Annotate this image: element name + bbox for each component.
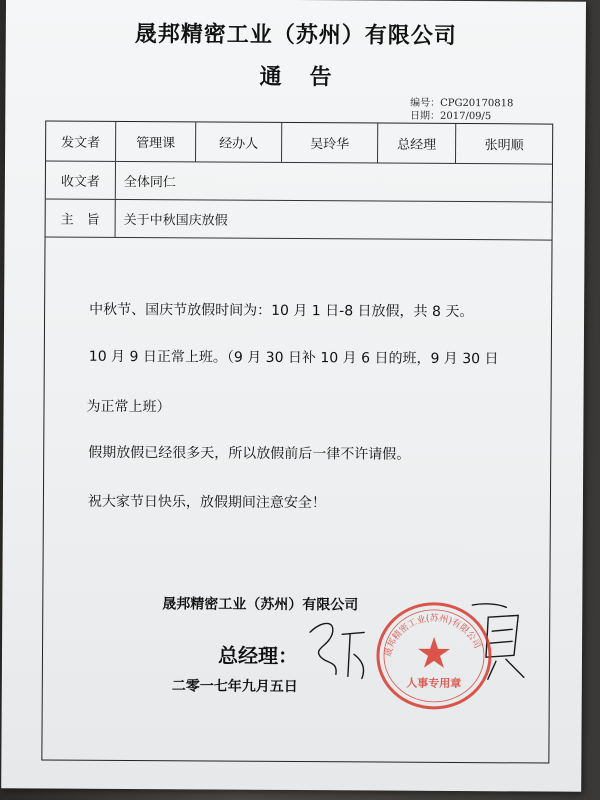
sender-label: 发文者: [46, 121, 116, 160]
recipient-label: 收文者: [46, 161, 116, 198]
recipient-row: [46, 161, 552, 202]
notice-document: [1, 0, 586, 792]
sender-row: [46, 121, 552, 164]
company-title: 晟邦精密工业（苏州）有限公司: [134, 21, 457, 49]
sender-dept: 管理课: [116, 122, 196, 161]
handler-label: 经办人: [196, 122, 282, 162]
seal-center-text: 人事专用章: [406, 676, 462, 691]
document-meta: [410, 97, 513, 124]
seal-ring-text: 晟邦精密工业(苏州)有限公司: [383, 613, 483, 658]
document-number: 编号：CPG20170818: [410, 97, 514, 110]
gm-name: 张明顺: [484, 138, 524, 154]
body-line-1: 中秋节、国庆节放假时间为：10 月 1 日-8 日放假，共 8 天。: [89, 301, 474, 321]
recipient-value: 全体同仁: [123, 174, 176, 191]
body-line-2: 10 月 9 日正常上班。（9 月 30 日补 10 月 6 日的班，9 月 30 日: [88, 348, 499, 368]
subject-row: [46, 199, 552, 240]
gm-header-label: 总经理: [378, 124, 456, 163]
handler-name: 吴玲华: [282, 123, 378, 163]
body-line-4: 假期放假已经很多天，所以放假前后一律不许请假。: [88, 444, 411, 463]
body-line-3: 为正常上班）: [86, 398, 171, 416]
subject-label: 主 旨: [46, 199, 116, 236]
company-seal: [374, 600, 495, 711]
body-line-5: 祝大家节日快乐，放假期间注意安全！: [87, 493, 326, 512]
signoff-company: 晟邦精密工业（苏州）有限公司: [162, 596, 359, 614]
subject-value: 关于中秋国庆放假: [123, 212, 228, 229]
signoff-date: 二零一七年九月五日: [171, 678, 298, 696]
notice-title: 通告: [259, 63, 360, 91]
document-date: 日期：2017/09/5: [409, 110, 492, 123]
signoff-gm-label: 总经理：: [217, 643, 299, 669]
